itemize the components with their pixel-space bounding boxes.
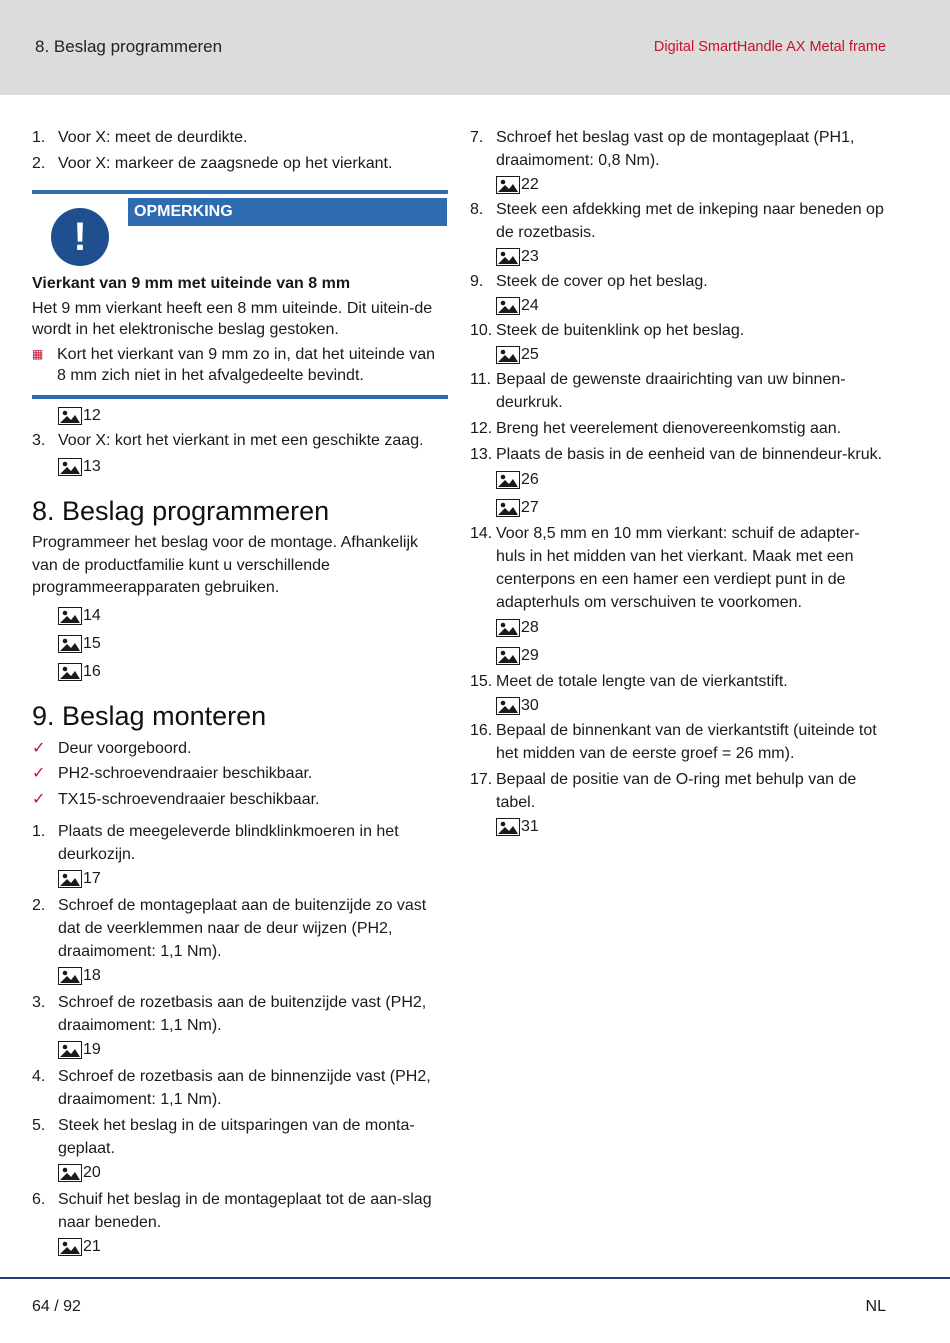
step-number: 12. (470, 420, 493, 437)
figure-ref (58, 630, 448, 658)
figure-number: 12 (83, 407, 101, 424)
figure-number: 25 (521, 346, 539, 363)
header-product-name: Digital SmartHandle AX Metal frame (653, 39, 886, 55)
list-item (470, 417, 886, 440)
page-header (0, 0, 950, 95)
footer-rule (0, 1277, 950, 1279)
image-icon (496, 346, 520, 364)
figure-ref (496, 693, 886, 719)
step-text: Steek de cover op het beslag. (496, 273, 708, 290)
image-icon (58, 407, 82, 425)
list-item (470, 270, 886, 293)
step-text: Plaats de basis in de eenheid van de binnendeur-kruk. (496, 446, 883, 463)
image-icon (58, 870, 82, 888)
language-code: NL (865, 1298, 886, 1315)
list-item (470, 719, 886, 765)
notice-bottom-rule (32, 395, 448, 399)
image-icon (58, 1238, 82, 1256)
checkmark-icon: ✓ (32, 739, 46, 757)
section-heading-monteren: 9. Beslag monteren (32, 700, 267, 731)
step-text: Voor X: markeer de zaagsnede op het vierkant. (58, 155, 393, 172)
image-icon (496, 647, 520, 665)
checkmark-icon: ✓ (32, 765, 46, 782)
image-icon (496, 499, 520, 517)
list-item (32, 1188, 448, 1234)
step-text: Voor X: kort het vierkant in met een geschikte zaag. (58, 432, 424, 449)
figure-number: 16 (83, 662, 101, 680)
image-icon (58, 607, 82, 625)
step-number: 15. (470, 673, 493, 690)
figure-ref (58, 963, 448, 989)
step-number: 10. (470, 322, 493, 339)
image-icon (58, 635, 82, 653)
figure-ref (496, 172, 886, 198)
step-text: Steek de buitenklink op het beslag. (496, 322, 745, 339)
figure-number: 21 (83, 1238, 101, 1255)
step-text: Plaats de meegeleverde blindklinkmoeren in het deurkozijn. (58, 823, 399, 863)
list-item (32, 1065, 448, 1111)
figure-ref (496, 293, 886, 319)
image-icon (496, 248, 520, 266)
list-item (32, 991, 448, 1037)
step-text: Bepaal de gewenste draairichting van uw binnen-deurkruk. (496, 371, 846, 411)
list-item (470, 670, 886, 693)
list-item (470, 368, 886, 414)
step-number: 1. (32, 823, 46, 840)
figure-ref (58, 454, 448, 480)
list-item (32, 820, 448, 866)
exclamation-icon: ! (51, 208, 109, 266)
list-item (32, 1114, 448, 1160)
step-number: 7. (470, 129, 484, 146)
figure-number: 17 (83, 870, 101, 887)
check-item (32, 736, 448, 762)
list-item (470, 198, 886, 244)
figure-ref (496, 814, 886, 840)
list-item (470, 522, 886, 614)
step-number: 5. (32, 1117, 46, 1134)
checklist (32, 736, 448, 813)
check-text: PH2-schroevendraaier beschikbaar. (58, 765, 313, 782)
step-text: Steek het beslag in de uitsparingen van de monta-geplaat. (58, 1117, 415, 1157)
step-text: Schroef de rozetbasis aan de buitenzijde vast (PH2, draaimoment: 1,1 Nm). (58, 994, 427, 1034)
step-number: 11. (470, 371, 492, 388)
figure-ref (496, 244, 886, 270)
left-column (32, 126, 448, 1260)
figure-number: 22 (521, 176, 539, 193)
check-text: Deur voorgeboord. (58, 739, 192, 757)
step-number: 17. (470, 771, 493, 788)
figure-ref (496, 642, 886, 670)
figure-number: 15 (83, 634, 101, 652)
page-number: 64 / 92 (32, 1298, 81, 1315)
step-text: Schroef de rozetbasis aan de binnenzijde vast (PH2, draaimoment: 1,1 Nm). (58, 1068, 431, 1108)
image-icon (496, 297, 520, 315)
figure-ref (58, 403, 448, 429)
check-item (32, 761, 448, 787)
figure-ref (496, 342, 886, 368)
header-chapter-title: 8. Beslag programmeren (35, 37, 223, 56)
step-number: 3. (32, 994, 46, 1011)
checkmark-icon: ✓ (32, 790, 46, 808)
figure-number: 27 (521, 499, 539, 516)
notice-title: Vierkant van 9 mm met uiteinde van 8 mm (32, 275, 351, 292)
list-item (470, 768, 886, 814)
notice-bullet (32, 344, 448, 386)
figure-ref (58, 866, 448, 892)
figure-number: 20 (83, 1164, 101, 1181)
figure-number: 28 (521, 619, 539, 636)
check-text: TX15-schroevendraaier beschikbaar. (58, 790, 320, 808)
figure-ref (58, 602, 448, 630)
step-number: 8. (470, 201, 484, 218)
notice-box (32, 190, 448, 399)
right-column (470, 126, 886, 840)
list-item (470, 126, 886, 172)
step-number: 6. (32, 1191, 46, 1208)
figure-number: 26 (521, 471, 539, 488)
figure-number: 14 (83, 606, 101, 624)
step-text: Schroef de montageplaat aan de buitenzijde zo vast dat de veerklemmen naar de deur wijzen (PH2, draaimoment: 1,1 Nm). (58, 897, 427, 960)
figure-number: 30 (521, 697, 539, 714)
figure-number: 31 (521, 818, 539, 835)
figure-number: 23 (521, 248, 539, 265)
image-icon (496, 619, 520, 637)
image-icon (58, 663, 82, 681)
image-icon (496, 818, 520, 836)
figure-ref (496, 614, 886, 642)
step-text: Breng het veerelement dienovereenkomstig aan. (496, 420, 842, 437)
figure-number: 13 (83, 458, 101, 475)
notice-bullet-text: Kort het vierkant van 9 mm zo in, dat het uiteinde van 8 mm zich niet in het afvalgedeelte bevindt. (57, 346, 435, 384)
list-item (470, 319, 886, 342)
step-number: 3. (32, 432, 46, 449)
step-text: Schroef het beslag vast op de montageplaat (PH1, draaimoment: 0,8 Nm). (496, 129, 855, 169)
figure-number: 18 (83, 967, 101, 984)
figure-ref (58, 1234, 448, 1260)
figure-ref (496, 466, 886, 494)
notice-label: OPMERKING (128, 198, 447, 226)
step-number: 13. (470, 446, 493, 463)
step-text: Schuif het beslag in de montageplaat tot de aan-slag naar beneden. (58, 1191, 432, 1231)
list-item (470, 443, 886, 466)
step-number: 2. (32, 897, 46, 914)
step-text: Voor X: meet de deurdikte. (58, 129, 248, 146)
image-icon (496, 697, 520, 715)
image-icon (58, 967, 82, 985)
section-text: Programmeer het beslag voor de montage. Afhankelijk van de productfamilie kunt u verschillende programmeerapparaten gebruiken. (32, 534, 418, 596)
image-icon (496, 176, 520, 194)
figure-number: 24 (521, 297, 539, 314)
step-number: 1. (32, 129, 46, 146)
check-item (32, 787, 448, 813)
step-text: Voor 8,5 mm en 10 mm vierkant: schuif de adapter-huls in het midden van het vierkant. Maak met een centerpons en een hamer een verdiept punt in de adapterhuls om verschuiven te voorkomen. (496, 525, 860, 611)
step-number: 14. (470, 525, 493, 542)
image-icon (58, 1164, 82, 1182)
image-icon (58, 458, 82, 476)
step-number: 9. (470, 273, 484, 290)
figure-number: 29 (521, 647, 539, 664)
section-heading-programmeren: 8. Beslag programmeren (32, 496, 330, 526)
image-icon (58, 1041, 82, 1059)
figure-ref (58, 1037, 448, 1063)
figure-ref (496, 494, 886, 522)
list-item (32, 152, 448, 175)
step-number: 2. (32, 155, 46, 172)
step-text: Bepaal de positie van de O-ring met behulp van de tabel. (496, 771, 857, 811)
step-number: 16. (470, 722, 493, 739)
step-text: Steek een afdekking met de inkeping naar beneden op de rozetbasis. (496, 201, 884, 241)
figure-number: 19 (83, 1041, 101, 1058)
list-item (32, 429, 448, 452)
figure-ref (58, 1160, 448, 1186)
list-item (32, 894, 448, 963)
step-text: Bepaal de binnenkant van de vierkantstift (uiteinde tot het midden van de eerste groef = 26 mm). (496, 722, 877, 762)
list-item (32, 126, 448, 149)
notice-top-rule (32, 190, 448, 194)
figure-ref (58, 658, 448, 686)
bullet-icon: ▦ (32, 347, 44, 361)
image-icon (496, 471, 520, 489)
step-number: 4. (32, 1068, 46, 1085)
notice-body: Het 9 mm vierkant heeft een 8 mm uiteinde. Dit uitein-de wordt in het elektronische beslag gestoken. (32, 300, 433, 338)
step-text: Meet de totale lengte van de vierkantstift. (496, 673, 788, 690)
mount-steps (32, 820, 448, 1260)
